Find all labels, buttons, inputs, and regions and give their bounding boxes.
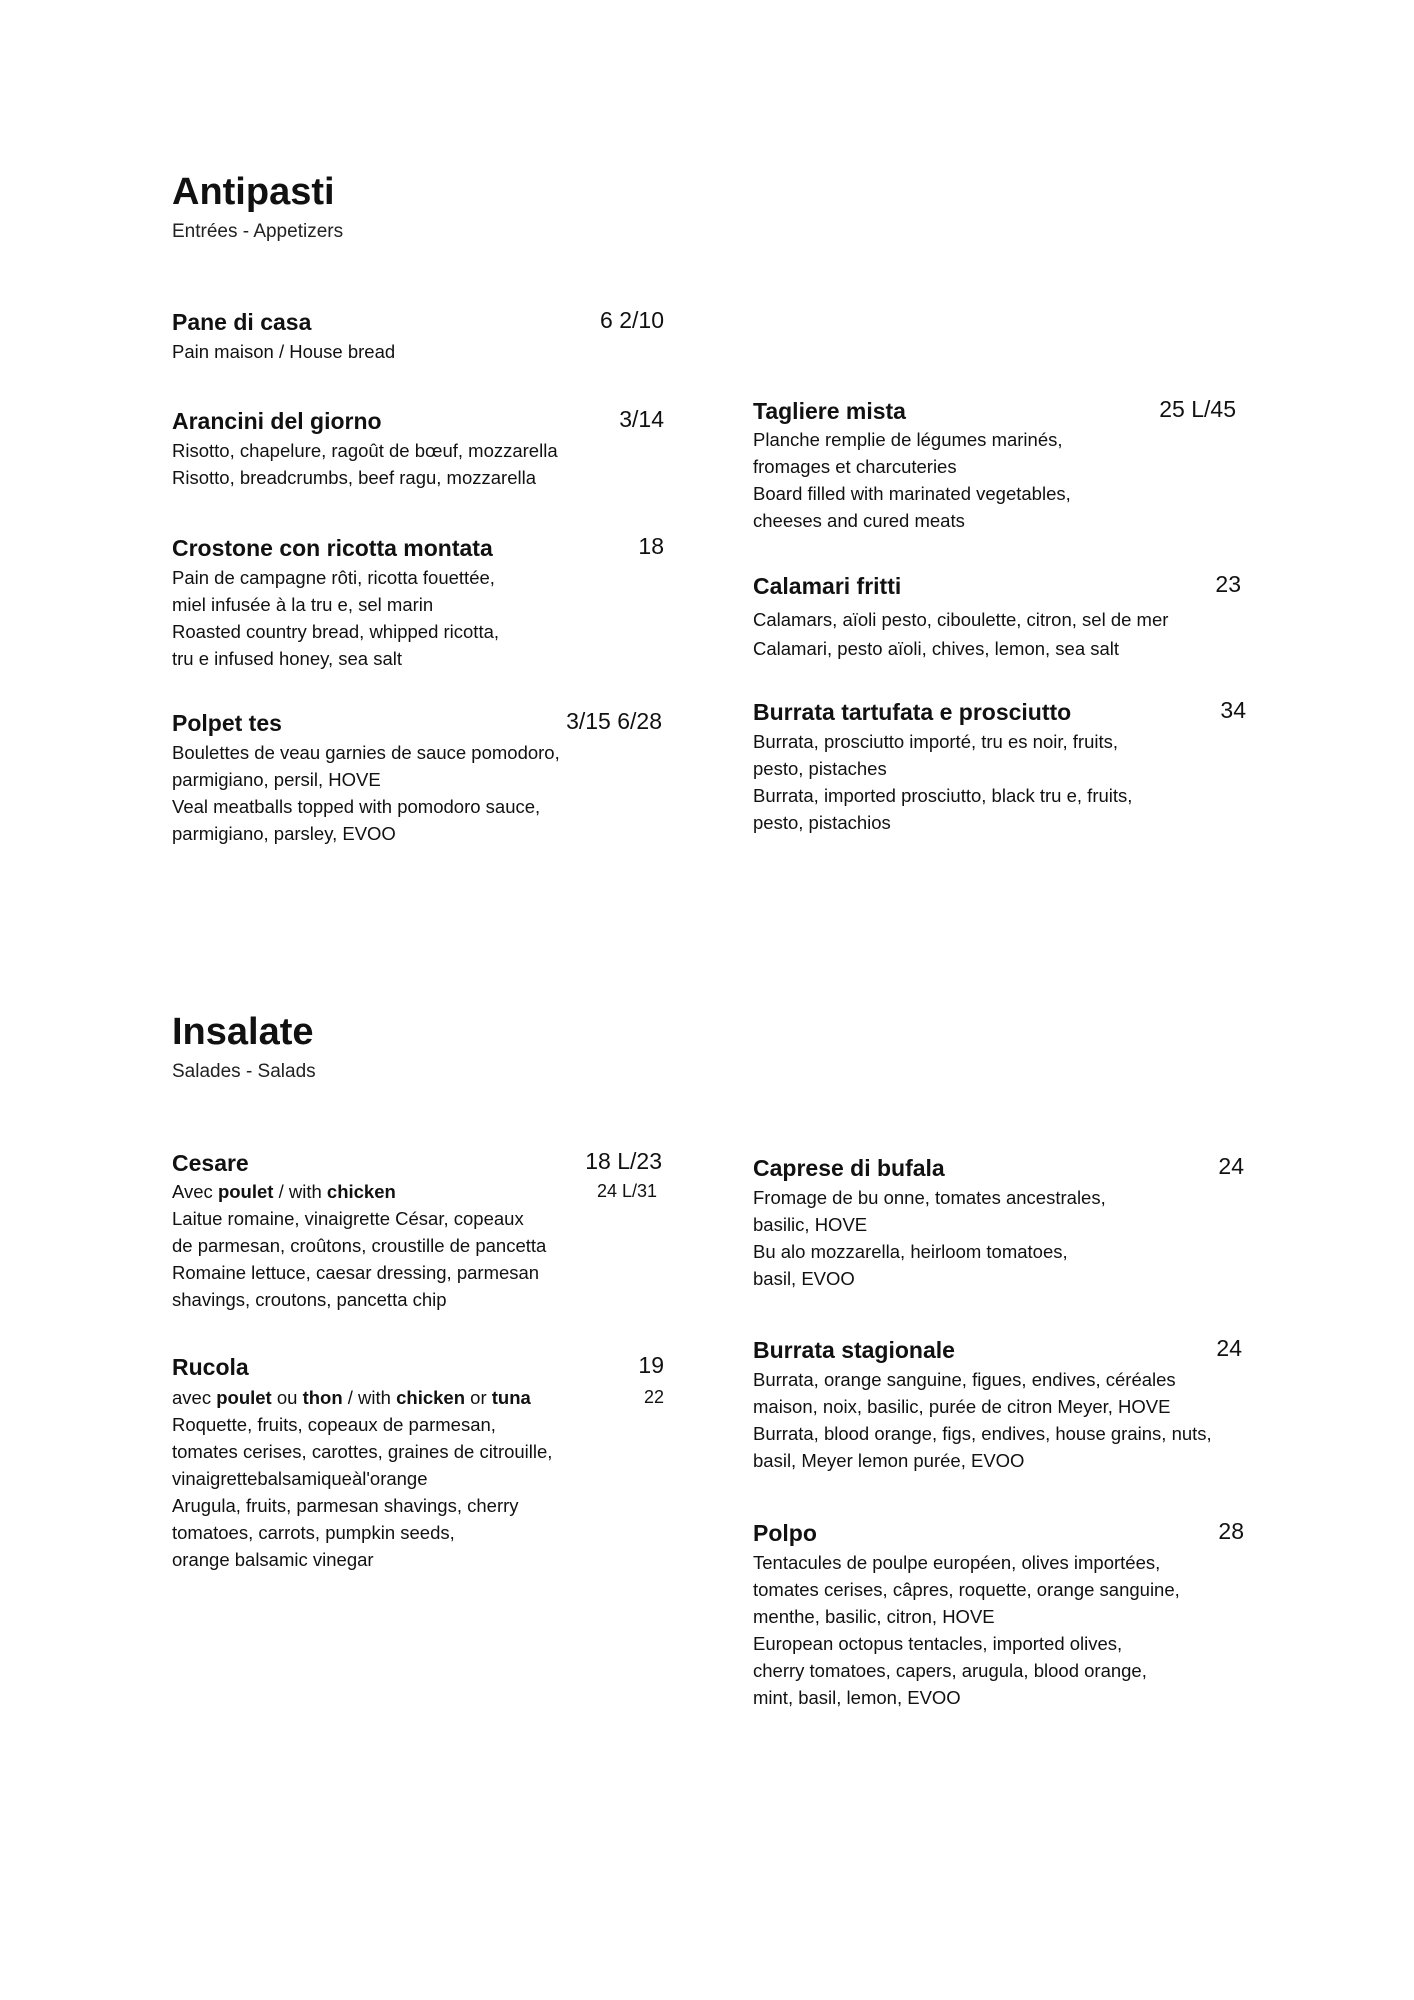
item-name-caprese-di-bufala: Caprese di bufala xyxy=(753,1155,945,1181)
section-subtitle-antipasti: Entrées - Appetizers xyxy=(172,221,344,242)
item-price-burrata-tartufata: 34 xyxy=(1220,697,1246,723)
section-title-insalate: Insalate xyxy=(172,1011,314,1053)
item-desc-calamari-fritti: Calamars, aïoli pesto, ciboulette, citron, sel de mer Calamari, pesto aïoli, chives, lemon, sea salt xyxy=(753,609,1169,659)
item-desc-rucola: Roquette, fruits, copeaux de parmesan, tomates cerises, carottes, graines de citrouille, vinaigrettebalsamiqueàl'orange Arugula, fruits, parmesan shavings, cherry tomatoes, carrots, pumpkin seeds, orange balsamic vinegar xyxy=(172,1414,553,1570)
item-price-caprese-di-bufala: 24 xyxy=(1218,1153,1244,1179)
item-desc-pane-di-casa: Pain maison / House bread xyxy=(172,341,396,362)
item-price-rucola-protein: 22 xyxy=(643,1387,664,1407)
item-desc-polpettes: Boulettes de veau garnies de sauce pomodoro, parmigiano, persil, HOVE Veal meatballs topped with pomodoro sauce, parmigiano, parsley, EVOO xyxy=(172,742,560,844)
item-desc-cesare: Laitue romaine, vinaigrette César, copeaux de parmesan, croûtons, croustille de pancetta Romaine lettuce, caesar dressing, parmesan shavings, croutons, pancetta chip xyxy=(172,1208,547,1310)
item-name-pane-di-casa: Pane di casa xyxy=(172,309,312,335)
item-price-tagliere-mista: 25 L/45 xyxy=(1159,396,1236,422)
item-desc-polpo: Tentacules de poulpe européen, olives importées, tomates cerises, câpres, roquette, orange sanguine, menthe, basilic, citron, HOVE European octopus tentacles, imported olives, cherry tomatoes, capers, arugula, blood orange, mint, basil, lemon, EVOO xyxy=(753,1552,1180,1708)
item-price-rucola: 19 xyxy=(638,1352,664,1378)
item-desc-burrata-stagionale: Burrata, orange sanguine, figues, endives, céréales maison, noix, basilic, purée de citron Meyer, HOVE Burrata, blood orange, figs, endives, house grains, nuts, basil, Meyer lemon purée, EVOO xyxy=(753,1369,1212,1471)
section-title-antipasti: Antipasti xyxy=(172,171,335,213)
item-name-arancini: Arancini del giorno xyxy=(172,408,382,434)
item-desc-burrata-tartufata: Burrata, prosciutto importé, tru es noir, fruits, pesto, pistaches Burrata, imported prosciutto, black tru e, fruits, pesto, pistachios xyxy=(753,731,1133,833)
item-name-calamari-fritti: Calamari fritti xyxy=(753,573,902,599)
item-price-cesare: 18 L/23 xyxy=(585,1148,662,1174)
item-name-polpo: Polpo xyxy=(753,1520,817,1546)
item-price-calamari-fritti: 23 xyxy=(1215,571,1241,597)
item-price-burrata-stagionale: 24 xyxy=(1216,1335,1242,1361)
item-name-burrata-tartufata: Burrata tartufata e prosciutto xyxy=(753,699,1072,725)
item-name-rucola: Rucola xyxy=(172,1354,249,1380)
item-name-tagliere-mista: Tagliere mista xyxy=(753,398,906,424)
item-price-arancini: 3/14 xyxy=(619,406,664,432)
item-price-polpettes: 3/15 6/28 xyxy=(566,708,662,734)
item-name-burrata-stagionale: Burrata stagionale xyxy=(753,1337,955,1363)
item-name-polpettes: Polpet tes xyxy=(172,710,282,736)
item-desc-tagliere-mista: Planche remplie de légumes marinés, fromages et charcuteries Board filled with marinated vegetables, cheeses and cured meats xyxy=(753,429,1071,531)
item-price-polpo: 28 xyxy=(1218,1518,1244,1544)
item-price-pane-di-casa: 6 2/10 xyxy=(600,307,664,333)
section-subtitle-insalate: Salades - Salads xyxy=(172,1061,316,1082)
item-price-crostone: 18 xyxy=(638,533,664,559)
item-name-cesare: Cesare xyxy=(172,1150,249,1176)
item-name-crostone: Crostone con ricotta montata xyxy=(172,535,493,561)
item-option-cesare: Avec poulet / with chicken xyxy=(172,1181,396,1202)
item-desc-caprese-di-bufala: Fromage de bu onne, tomates ancestrales, basilic, HOVE Bu alo mozzarella, heirloom tomatoes, basil, EVOO xyxy=(753,1187,1106,1289)
item-price-cesare-chicken: 24 L/31 xyxy=(596,1181,657,1201)
item-desc-crostone: Pain de campagne rôti, ricotta fouettée, miel infusée à la tru e, sel marin Roasted country bread, whipped ricotta, tru e infused honey, sea salt xyxy=(172,567,500,669)
item-desc-arancini: Risotto, chapelure, ragoût de bœuf, mozzarella Risotto, breadcrumbs, beef ragu, mozzarella xyxy=(172,440,558,488)
item-option-rucola: avec poulet ou thon / with chicken or tuna xyxy=(172,1387,531,1408)
